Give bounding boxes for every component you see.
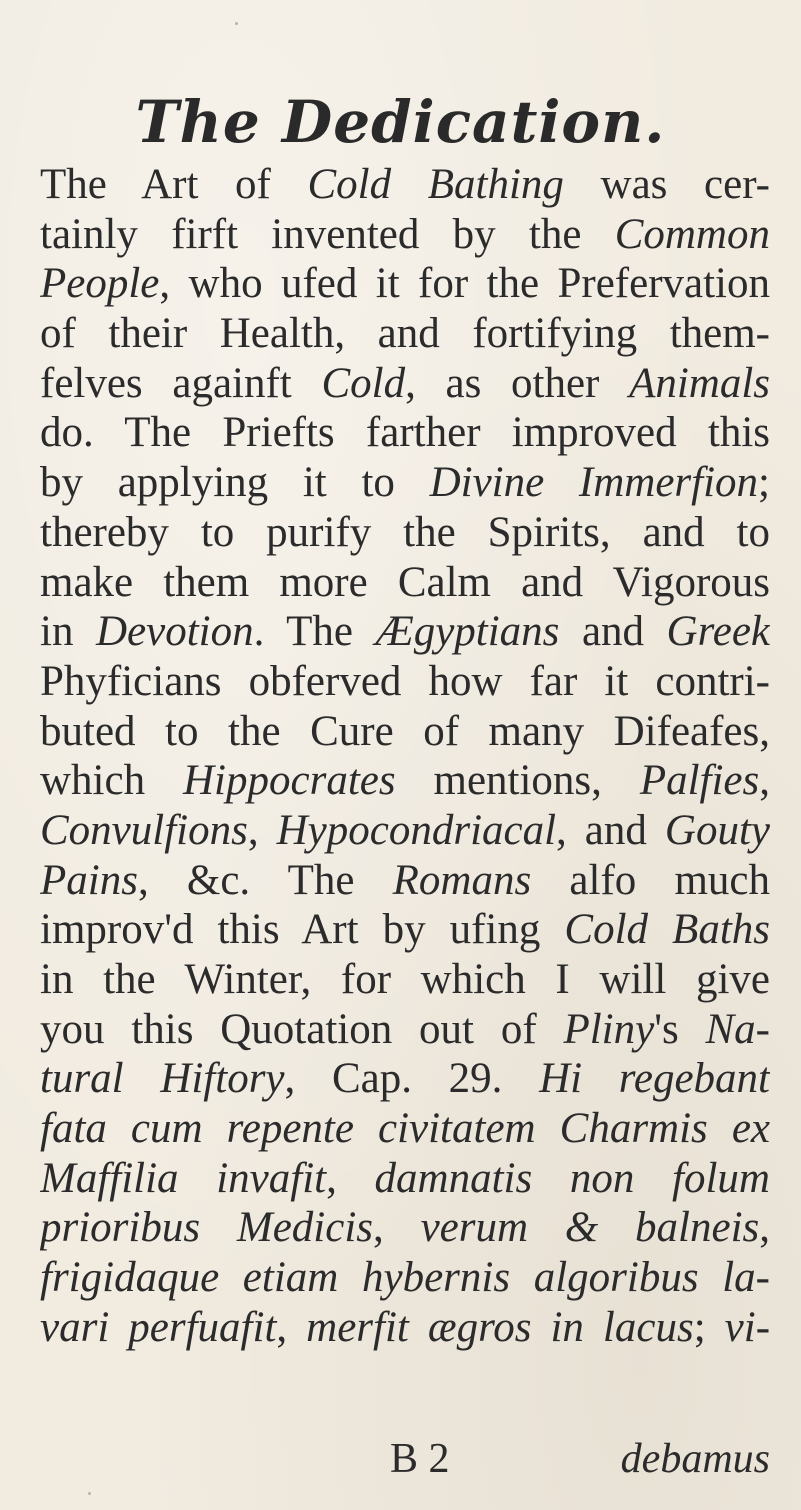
signature-mark: B 2 bbox=[390, 1436, 450, 1482]
italic-segment: Maffilia invafit bbox=[40, 1154, 327, 1202]
italic-segment: Cold Baths bbox=[564, 906, 770, 954]
text-segment: improv'd this Art by ufing bbox=[40, 906, 565, 954]
text-line bbox=[40, 558, 770, 608]
paper-speck bbox=[235, 22, 238, 25]
text-line bbox=[40, 856, 770, 906]
catchword: debamus bbox=[620, 1436, 770, 1482]
text-segment: do. The Priefts farther improved this bbox=[40, 409, 770, 457]
text-segment: , bbox=[326, 1154, 375, 1202]
text-segment: , and bbox=[556, 806, 665, 854]
text-segment: 's bbox=[654, 1005, 706, 1053]
text-segment: ; bbox=[693, 1303, 725, 1351]
text-line bbox=[40, 657, 770, 707]
text-segment: , bbox=[759, 757, 770, 805]
text-line bbox=[40, 508, 770, 558]
italic-segment: People bbox=[40, 260, 160, 308]
italic-segment: Cold Bathing bbox=[307, 161, 564, 208]
text-line bbox=[40, 1005, 770, 1055]
text-line bbox=[40, 259, 770, 309]
italic-segment: prioribus Medicis bbox=[40, 1204, 374, 1252]
text-line bbox=[40, 756, 770, 806]
text-line bbox=[40, 607, 770, 657]
text-segment: and bbox=[559, 608, 667, 656]
text-segment: by applying it to bbox=[40, 459, 430, 507]
text-segment: mentions, bbox=[395, 757, 640, 805]
italic-segment: vari perfuafit bbox=[40, 1303, 277, 1351]
text-line bbox=[40, 1054, 770, 1104]
text-line bbox=[40, 806, 770, 856]
text-segment: , who ufed it for the Prefervation bbox=[159, 260, 770, 308]
text-segment: The Art of bbox=[40, 161, 308, 208]
text-segment: . The bbox=[253, 608, 376, 656]
text-line bbox=[40, 458, 770, 508]
italic-segment: verum & balneis bbox=[420, 1204, 760, 1252]
text-line bbox=[40, 1203, 770, 1253]
text-line bbox=[40, 1104, 770, 1154]
text-segment: of their Health, and fortifying them- bbox=[40, 310, 770, 358]
italic-segment: Palfies bbox=[639, 757, 760, 805]
text-line bbox=[40, 1154, 770, 1204]
italic-segment: tural Hiftory bbox=[40, 1055, 285, 1103]
text-segment: in bbox=[40, 608, 96, 656]
text-line bbox=[40, 1253, 770, 1303]
italic-segment: Ægyptians bbox=[375, 608, 560, 656]
italic-segment: Common bbox=[614, 210, 770, 258]
text-line bbox=[40, 1303, 770, 1353]
page-heading: The Dedication. bbox=[135, 88, 666, 156]
text-segment: you this Quotation out of bbox=[40, 1005, 564, 1053]
text-line bbox=[40, 160, 770, 210]
italic-segment: Greek bbox=[666, 608, 770, 656]
italic-segment: vi- bbox=[724, 1303, 770, 1351]
paper-speck bbox=[88, 1492, 91, 1495]
italic-segment: Divine Immerfion bbox=[429, 459, 759, 507]
italic-segment: frigidaque etiam hybernis algoribus la- bbox=[40, 1254, 770, 1302]
text-segment: , as other bbox=[405, 359, 630, 407]
italic-segment: Convulfions bbox=[40, 806, 248, 854]
dedication-text bbox=[40, 160, 770, 1353]
text-line bbox=[40, 210, 770, 260]
italic-segment: Cold bbox=[321, 359, 406, 407]
text-segment: , bbox=[759, 1204, 770, 1252]
text-segment: buted to the Cure of many Difeafes, bbox=[40, 707, 770, 755]
text-segment: , bbox=[373, 1204, 421, 1252]
text-line bbox=[40, 707, 770, 757]
text-segment: felves againft bbox=[40, 359, 322, 407]
text-segment: alfo much bbox=[531, 856, 770, 904]
text-line bbox=[40, 408, 770, 458]
text-line bbox=[40, 905, 770, 955]
italic-segment: Hypocondriacal bbox=[276, 806, 557, 854]
italic-segment: Gouty bbox=[664, 806, 770, 854]
text-segment: thereby to purify the Spirits, and to bbox=[40, 508, 770, 556]
text-segment: , bbox=[276, 1303, 307, 1351]
italic-segment: damnatis non folum bbox=[374, 1154, 770, 1202]
text-segment: ; bbox=[758, 459, 770, 507]
italic-segment: fata cum repente civitatem Charmis ex bbox=[40, 1105, 770, 1153]
italic-segment: Hippocrates bbox=[183, 757, 396, 805]
text-segment: Phyficians obferved how far it contri- bbox=[40, 657, 770, 705]
text-segment: make them more Calm and Vigorous bbox=[40, 558, 770, 606]
text-segment: tainly firft invented by the bbox=[40, 210, 615, 258]
italic-segment: Na- bbox=[705, 1005, 770, 1053]
italic-segment: Romans bbox=[392, 856, 532, 904]
italic-segment: Hi regebant bbox=[539, 1055, 770, 1103]
italic-segment: Pliny bbox=[563, 1005, 655, 1053]
italic-segment: Pains bbox=[40, 856, 138, 904]
text-segment: , &c. The bbox=[137, 856, 393, 904]
text-segment: , bbox=[247, 806, 277, 854]
text-segment: in the Winter, for which I will give bbox=[40, 956, 770, 1003]
text-segment: which bbox=[40, 757, 183, 805]
text-line bbox=[40, 955, 770, 1005]
italic-segment: Animals bbox=[629, 359, 770, 407]
italic-segment: merfit ægros in lacus bbox=[306, 1303, 694, 1351]
text-line bbox=[40, 359, 770, 409]
text-line bbox=[40, 309, 770, 359]
italic-segment: Devotion bbox=[95, 608, 254, 656]
page-footer bbox=[40, 1435, 770, 1485]
text-segment: , Cap. 29. bbox=[284, 1055, 540, 1103]
text-segment: was cer- bbox=[563, 161, 770, 208]
